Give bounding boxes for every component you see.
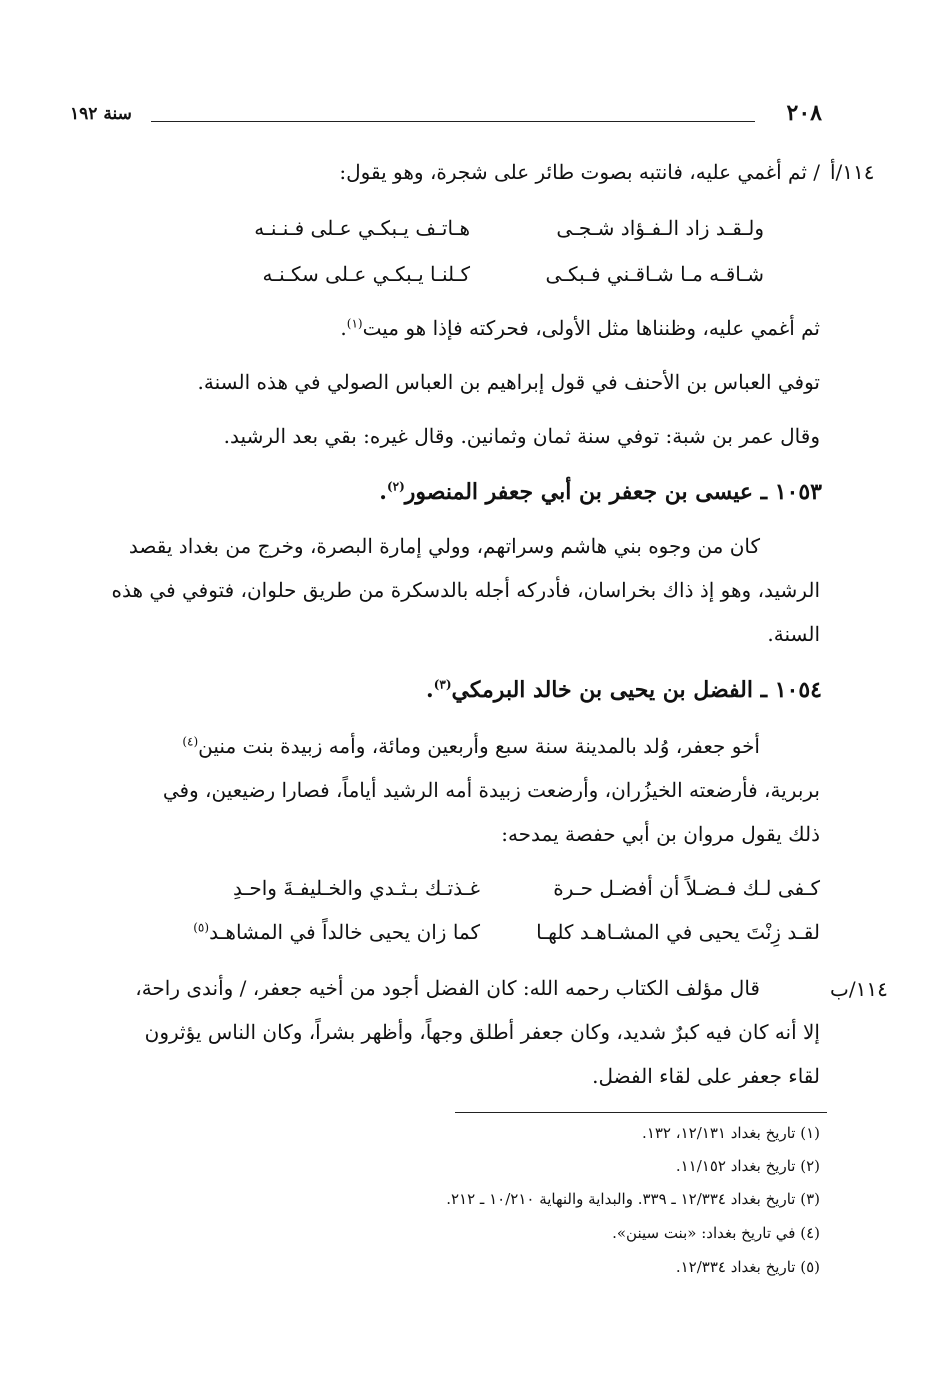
entry-1054-title: [426, 677, 822, 703]
footnote-ref-1: (١): [346, 316, 363, 331]
verse-4-left: [193, 920, 480, 944]
footnote-ref-3: (٣): [433, 677, 452, 692]
intro-line-3: توفي العباس بن الأحنف في قول إبراهيم بن العباس الصولي في هذه السنة.: [197, 370, 820, 394]
intro-line-4: وقال عمر بن شبة: توفي سنة ثمان وثمانين. وقال غيره: بقي بعد الرشيد.: [223, 424, 820, 448]
entry-1054-para2-line-1: قال مؤلف الكتاب رحمه الله: كان الفضل أجود من أخيه جعفر، / وأندى راحة،: [135, 976, 760, 1000]
margin-folio-a: ١١٤/أ: [830, 160, 875, 184]
verse-3-left: غـذتـك بـثـدي والخـليفـةَ واحـدِ: [232, 876, 480, 900]
entry-1054-line-1: [80, 734, 760, 758]
verse-1-left: هـاتـف يـبكـي عـلى فـنـنـه: [254, 216, 470, 240]
verse-2-left: كـلنـا يـبكـي عـلى سكـنـه: [262, 262, 470, 286]
header-rule: [151, 121, 755, 122]
intro-line-1: / ثم أغمي عليه، فانتبه بصوت طائر على شجرة، وهو يقول:: [339, 160, 820, 184]
entry-1053-line-2: الرشيد، وهو إذ ذاك بخراسان، فأدركه أجله بالدسكرة من طريق حلوان، فتوفي في هذه: [111, 578, 820, 602]
entry-1053-title-text: ١٠٥٣ ـ عيسى بن جعفر بن أبي جعفر المنصور: [404, 479, 822, 505]
entry-1054-title-text: ١٠٥٤ ـ الفضل بن يحيى بن خالد البرمكي: [451, 677, 822, 703]
verse-1-right: ولـقـد زاد الـفـؤاد شـجـى: [556, 216, 764, 240]
margin-folio-b: ١١٤/ب: [830, 977, 888, 1001]
entry-1053-title-end: .: [379, 479, 387, 505]
running-header-year: سنة ١٩٢: [70, 104, 132, 124]
intro-line-2-end: .: [340, 316, 347, 340]
verse-3-right: كـفى لـك فـضـلاً أن أفضـل حـرة: [553, 876, 820, 900]
footnote-ref-5: (٥): [193, 920, 210, 935]
entry-1054-para2-line-3: لقاء جعفر على لقاء الفضل.: [592, 1064, 820, 1088]
footnote-3: (٣) تاريخ بغداد ١٢/٣٣٤ ـ ٣٣٩. والبداية والنهاية ١٠/٢١٠ ـ ٢١٢.: [446, 1190, 820, 1208]
footnote-ref-2: (٢): [386, 479, 405, 494]
verse-2-right: شـاقـه مـا شـاقـني فـبكـى: [545, 262, 764, 286]
verse-4-right: لقـد زِنْتَ يحيى في المشـاهـد كلهـا: [536, 920, 820, 944]
footnote-4: (٤) في تاريخ بغداد: «بنت سينن».: [612, 1224, 820, 1242]
page-number: ٢٠٨: [786, 100, 822, 126]
footnote-rule: [455, 1112, 827, 1113]
intro-line-2-text: ثم أغمي عليه، وظنناها مثل الأولى، فحركته فإذا هو ميت: [362, 316, 820, 340]
entry-1054-line-2: بربرية، فأرضعته الخيزُران، وأرضعت زبيدة أمه الرشيد أياماً، فصارا رضيعين، وفي: [162, 778, 820, 802]
intro-line-2: [340, 316, 820, 340]
footnote-5: (٥) تاريخ بغداد ١٢/٣٣٤.: [675, 1258, 820, 1276]
entry-1053-title: [379, 479, 822, 505]
entry-1054-line-1-text: أخو جعفر، وُلد بالمدينة سنة سبع وأربعين ومائة، وأمه زبيدة بنت منين: [198, 734, 760, 758]
verse-4-left-text: كما زان يحيى خالداً في المشاهـد: [209, 920, 480, 944]
entry-1053-line-3: السنة.: [767, 622, 820, 646]
entry-1053-line-1: كان من وجوه بني هاشم وسراتهم، وولي إمارة البصرة، وخرج من بغداد يقصد: [128, 534, 760, 558]
footnote-ref-4: (٤): [182, 734, 199, 749]
footnote-1: (١) تاريخ بغداد ١٢/١٣١، ١٣٢.: [642, 1124, 820, 1142]
entry-1054-para2-line-2: إلا أنه كان فيه كبرٌ شديد، وكان جعفر أطلق وجهاً، وأظهر بشراً، وكان الناس يؤثرون: [144, 1020, 820, 1044]
footnote-2: (٢) تاريخ بغداد ١١/١٥٢.: [675, 1157, 820, 1175]
entry-1054-title-end: .: [426, 677, 434, 703]
entry-1054-line-3: ذلك يقول مروان بن أبي حفصة يمدحه:: [501, 822, 820, 846]
